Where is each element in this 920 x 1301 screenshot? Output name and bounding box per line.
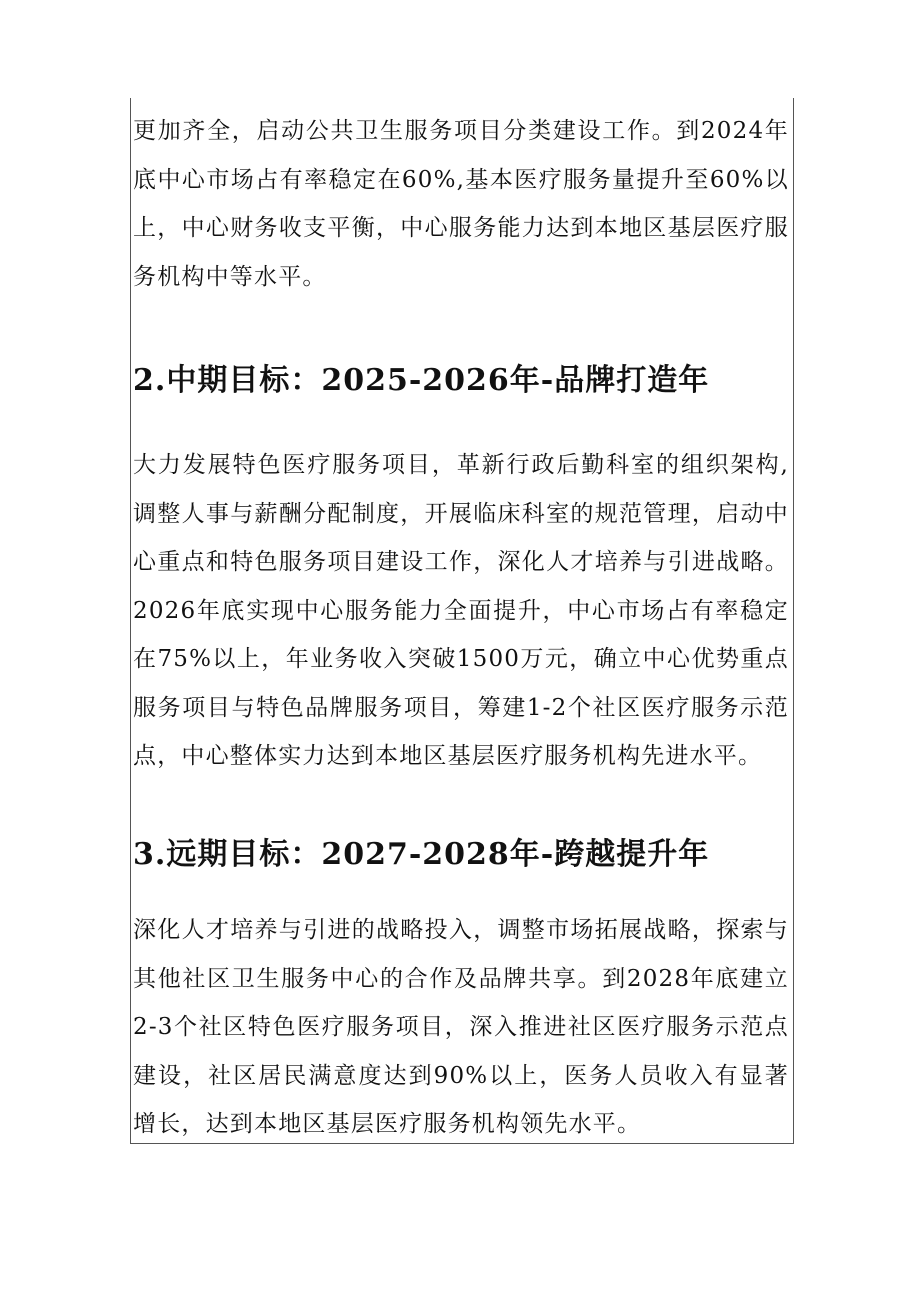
- paragraph-mid-term-goal: 大力发展特色医疗服务项目，革新行政后勤科室的组织架构,调整人事与薪酬分配制度，开展临床科室的规范管理，启动中心重点和特色服务项目建设工作，深化人才培养与引进战略。2026年底实现中心服务能力全面提升，中心市场占有率稳定在75%以上，年业务收入突破1500万元，确立中心优势重点服务项目与特色品牌服务项目，筹建1-2个社区医疗服务示范点，中心整体实力达到本地区基层医疗服务机构先进水平。: [133, 452, 789, 769]
- paragraph-long-term-goal: 深化人才培养与引进的战略投入，调整市场拓展战略，探索与其他社区卫生服务中心的合作及品牌共享。到2028年底建立2-3个社区特色医疗服务项目，深入推进社区医疗服务示范点建设，社区居民满意度达到90%以上，医务人员收入有显著增长，达到本地区基层医疗服务机构领先水平。: [133, 917, 789, 1137]
- paragraph-intro: 更加齐全，启动公共卫生服务项目分类建设工作。到2024年底中心市场占有率稳定在60%,基本医疗服务量提升至60%以上，中心财务收支平衡，中心服务能力达到本地区基层医疗服务机构中等水平。: [133, 118, 789, 290]
- heading-long-term-goal: 3.远期目标：2027-2028年-跨越提升年: [133, 837, 710, 872]
- heading-mid-term-goal: 2.中期目标：2025-2026年-品牌打造年: [133, 363, 710, 398]
